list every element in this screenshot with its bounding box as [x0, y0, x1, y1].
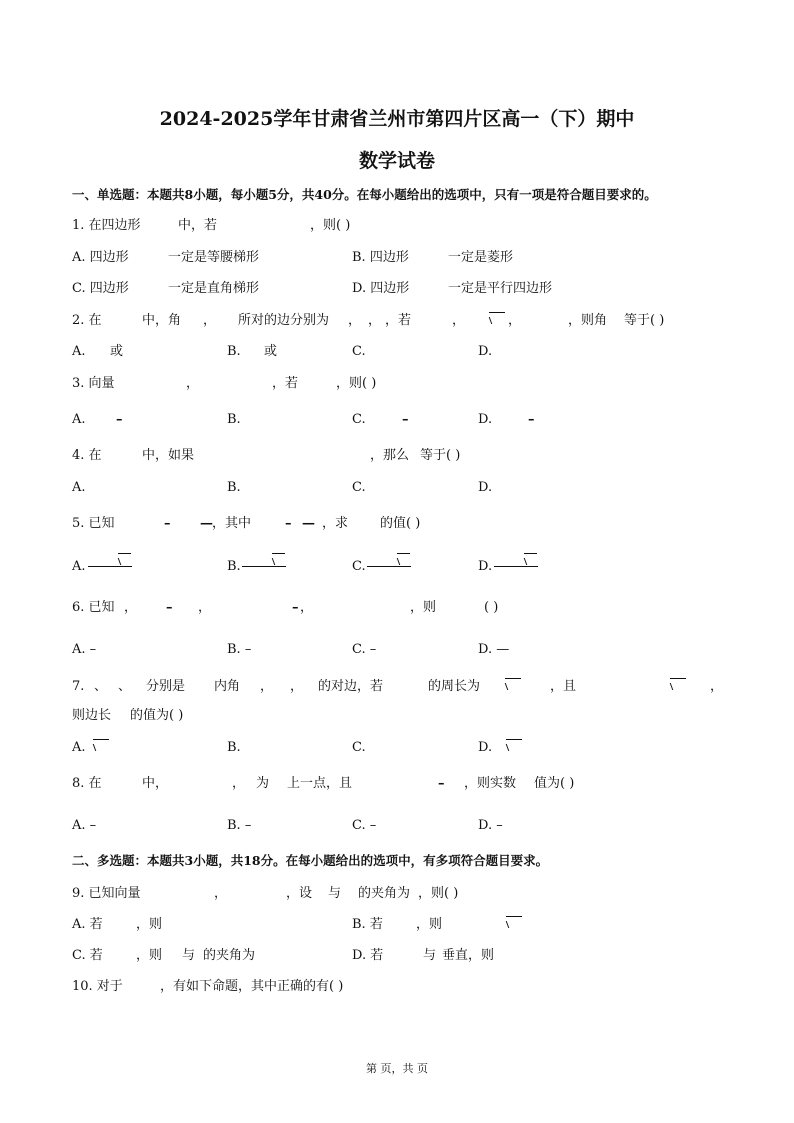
sqrt-symbol-icon — [272, 553, 285, 566]
q2-stem-part: ， — [452, 313, 466, 328]
q9-stem-part: 的夹角为 — [358, 886, 411, 901]
q1-option-d[interactable]: D. 四边形 — [352, 281, 410, 296]
q7-stem-part: ， — [290, 679, 304, 694]
q9-option-a[interactable]: A. 若 — [72, 917, 103, 932]
q7-stem-part: 的对边，若 — [318, 679, 384, 694]
sqrt-symbol-icon — [506, 739, 522, 752]
q3-stem-part: ，若 — [272, 376, 299, 391]
q2-stem-part: 所对的边分别为 — [238, 313, 330, 328]
q8-option-c[interactable]: C. – — [352, 818, 377, 833]
q1-option-c[interactable]: C. 四边形 — [72, 281, 129, 296]
minus-sign: – — [292, 600, 299, 615]
page-title: 2024-2025学年甘肃省兰州市第四片区高一（下）期中 — [159, 108, 635, 130]
q2-option-b[interactable]: B. — [227, 344, 241, 359]
q6-stem-part: ，则 — [410, 600, 437, 615]
q6-option-b[interactable]: B. – — [227, 642, 252, 657]
q3-stem-part: ，则( ) — [336, 376, 377, 391]
sqrt-symbol-icon — [670, 678, 686, 691]
q8-option-a[interactable]: A. – — [72, 818, 97, 833]
q9-option-d-text: 与 — [423, 948, 437, 963]
fraction-line — [242, 566, 286, 567]
q9-option-d[interactable]: D. 若 — [352, 948, 384, 963]
q2-option-d[interactable]: D. — [478, 344, 493, 359]
q7-stem-part: 的周长为 — [428, 679, 481, 694]
fraction-line — [494, 566, 538, 567]
q9-option-a-text: ，则 — [136, 917, 163, 932]
q5-option-b[interactable]: B. — [227, 559, 241, 574]
q3-stem-part: ， — [186, 376, 200, 391]
q7-stem-part: 、 — [118, 679, 132, 694]
q1-option-b[interactable]: B. 四边形 — [352, 250, 409, 265]
q5-option-a[interactable]: A. — [72, 559, 86, 574]
q2-stem-part: 中，角 — [142, 313, 182, 328]
q7-stem-part: 则边长 — [72, 708, 112, 723]
q6-option-d[interactable]: D. — — [478, 642, 510, 657]
sqrt-symbol-icon — [93, 739, 109, 752]
sqrt-symbol-icon — [505, 678, 521, 691]
q9-stem-part: ，设 — [286, 886, 313, 901]
q9-stem-part: ， — [214, 886, 228, 901]
q7-stem-part: ， — [260, 679, 274, 694]
q3-option-c[interactable]: C. — [352, 412, 366, 427]
q3-stem-part: 3. 向量 — [72, 376, 115, 391]
page-subtitle: 数学试卷 — [358, 150, 435, 172]
q1-option-c-text: 一定是直角梯形 — [168, 281, 260, 296]
q9-option-c-text: ，则 — [136, 948, 163, 963]
q2-option-b-text: 或 — [264, 344, 278, 359]
q4-stem-part: ，那么 — [370, 448, 410, 463]
q7-option-a[interactable]: A. — [72, 740, 86, 755]
q8-option-d[interactable]: D. – — [478, 818, 503, 833]
minus-sign: – — [285, 516, 292, 531]
fraction-line — [367, 566, 411, 567]
sqrt-symbol-icon — [118, 553, 131, 566]
q4-option-b[interactable]: B. — [227, 480, 241, 495]
fraction-bar: — — [200, 516, 213, 531]
minus-sign: – — [438, 776, 445, 791]
q1-stem-part: 1. 在四边形 — [72, 218, 141, 233]
q8-stem-part: ， — [232, 776, 246, 791]
q7-option-c[interactable]: C. — [352, 740, 366, 755]
q4-option-a[interactable]: A. — [72, 480, 86, 495]
q4-stem-part: 4. 在 — [72, 448, 102, 463]
q3-option-a[interactable]: A. — [72, 412, 86, 427]
q9-option-b-text: ，则 — [416, 917, 443, 932]
q1-option-b-text: 一定是菱形 — [448, 250, 514, 265]
q9-option-c-text: 与 — [182, 948, 196, 963]
q4-option-c[interactable]: C. — [352, 480, 366, 495]
q8-stem-part: ，则实数 — [464, 776, 517, 791]
q9-option-b[interactable]: B. 若 — [352, 917, 383, 932]
q1-option-d-text: 一定是平行四边形 — [448, 281, 553, 296]
q2-stem-part: ，则角 — [568, 313, 608, 328]
q7-stem-part: 内角 — [214, 679, 241, 694]
q2-stem-part: 等于( ) — [624, 313, 665, 328]
minus-sign: – — [166, 600, 173, 615]
q5-option-d[interactable]: D. — [478, 559, 493, 574]
q5-stem-part: ，求 — [322, 516, 349, 531]
q2-stem-part: ， — [203, 313, 217, 328]
q9-stem-part: 9. 已知向量 — [72, 886, 141, 901]
q5-stem-part: 的值( ) — [380, 516, 421, 531]
q7-option-b[interactable]: B. — [227, 740, 241, 755]
q3-option-d[interactable]: D. — [478, 412, 493, 427]
q2-stem-part: ，若 — [385, 313, 412, 328]
minus-sign: – — [528, 412, 535, 427]
q8-stem-part: 中， — [142, 776, 169, 791]
section-header-single-choice: 一、单选题：本题共8小题，每小题5分，共40分。在每小题给出的选项中，只有一项是符合题目要求的。 — [72, 187, 657, 202]
q8-stem-part: 上一点，且 — [287, 776, 353, 791]
q10-stem-part: 10. 对于 — [72, 979, 123, 994]
page-footer: 第 页，共 页 — [366, 1062, 428, 1075]
q2-stem-part: 2. 在 — [72, 313, 102, 328]
fraction-line — [88, 566, 132, 567]
q8-stem-part: 为 — [256, 776, 270, 791]
sqrt-symbol-icon — [506, 916, 522, 929]
minus-sign: – — [164, 516, 171, 531]
fraction-bar: — — [302, 516, 315, 531]
q4-stem-part: 等于( ) — [420, 448, 461, 463]
q6-stem-part: ( ) — [484, 600, 499, 615]
q9-option-c[interactable]: C. 若 — [72, 948, 103, 963]
q8-stem-part: 值为( ) — [534, 776, 575, 791]
q7-stem-part: ，且 — [550, 679, 577, 694]
q1-stem-part: 中，若 — [178, 218, 218, 233]
sqrt-symbol-icon — [489, 312, 505, 325]
q2-option-c[interactable]: C. — [352, 344, 366, 359]
q6-option-c[interactable]: C. – — [352, 642, 377, 657]
q5-stem-part: 5. 已知 — [72, 516, 115, 531]
q2-option-a-text: 或 — [110, 344, 124, 359]
q2-stem-part: ， — [368, 313, 382, 328]
minus-sign: – — [116, 412, 123, 427]
section-header-multi-choice: 二、多选题：本题共3小题，共18分。在每小题给出的选项中，有多项符合题目要求。 — [72, 853, 549, 868]
sqrt-symbol-icon — [397, 553, 410, 566]
q7-stem-part: 的值为( ) — [130, 708, 184, 723]
q7-option-d[interactable]: D. — [478, 740, 493, 755]
q1-stem-part: ，则( ) — [310, 218, 351, 233]
q2-stem-part: ， — [348, 313, 362, 328]
q5-stem-part: ，其中 — [212, 516, 252, 531]
sqrt-symbol-icon — [524, 553, 537, 566]
q6-stem-part: ， — [124, 600, 138, 615]
q6-stem-part: 6. 已知 — [72, 600, 115, 615]
q4-stem-part: 中，如果 — [142, 448, 195, 463]
q10-stem-part: ，有如下命题，其中正确的有( ) — [160, 979, 344, 994]
q8-option-b[interactable]: B. – — [227, 818, 252, 833]
q6-stem-part: ， — [198, 600, 212, 615]
q9-stem-part: ，则( ) — [418, 886, 459, 901]
q4-option-d[interactable]: D. — [478, 480, 493, 495]
minus-sign: – — [402, 412, 409, 427]
q7-stem-part: ， — [710, 679, 724, 694]
q3-option-b[interactable]: B. — [227, 412, 241, 427]
q1-option-a[interactable]: A. 四边形 — [72, 250, 129, 265]
q2-option-a[interactable]: A. — [72, 344, 86, 359]
q1-option-a-text: 一定是等腰梯形 — [168, 250, 260, 265]
q9-option-d-text: 垂直，则 — [442, 948, 495, 963]
q9-stem-part: 与 — [328, 886, 342, 901]
q6-stem-part: ， — [300, 600, 314, 615]
q2-stem-part: ， — [508, 313, 522, 328]
q7-stem-part: 、 — [94, 679, 108, 694]
q7-stem-part: 7. — [72, 679, 85, 694]
q7-stem-part: 分别是 — [146, 679, 186, 694]
q9-option-c-text: 的夹角为 — [203, 948, 256, 963]
q8-stem-part: 8. 在 — [72, 776, 102, 791]
q6-option-a[interactable]: A. – — [72, 642, 97, 657]
q5-option-c[interactable]: C. — [352, 559, 366, 574]
